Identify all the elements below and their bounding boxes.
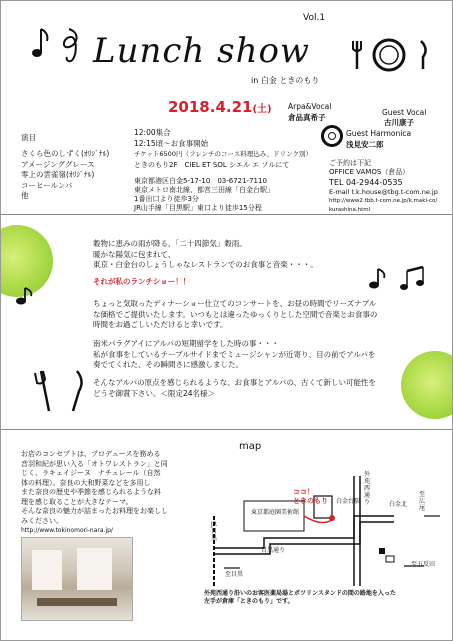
here-label: ココ！: [293, 488, 314, 496]
story-paragraph: [93, 339, 393, 371]
map-label-to-hiroo: 至広尾: [419, 491, 426, 512]
map-label-jr: JR目黒: [211, 521, 218, 542]
contact-tel: TEL 04-2944-0535: [329, 178, 403, 187]
schedule-line: 12:15頃～お食事開始: [134, 138, 209, 148]
concept-line: みください。: [21, 516, 63, 525]
green-plate-decoration: [401, 351, 453, 419]
closing-line: どうぞ御賞下さい。＜限定24名様＞: [93, 388, 216, 398]
venue-subtitle: in 白金 ときのもり: [251, 76, 320, 85]
harmonica-label: Guest Harmonica: [346, 129, 412, 138]
music-notes-icon: [29, 23, 87, 63]
concept-line: お店のコンセプトは、プロデュースを務める: [21, 450, 161, 458]
schedule: [134, 128, 324, 170]
section-divider: [1, 214, 452, 215]
contact-url-cont: kurashina.html: [329, 207, 371, 213]
music-notes-icon: [366, 263, 436, 297]
description-line: ちょっと気取ったディナーショー仕立てのコンサートを、お昼の時間でリーズナブル: [93, 299, 377, 308]
concept-line: また奈良の歴史や季節を感じられるような料: [21, 488, 161, 496]
page-title: Lunch show: [93, 31, 311, 71]
contact-email: E-mail t.k.house@tbg.t-com.ne.jp: [329, 188, 438, 196]
contact-info: [329, 159, 451, 215]
cutlery-icon: [351, 37, 446, 73]
story-line: 南米パラグアイにアルパの短期留学をした時の事・・・: [93, 339, 279, 348]
concept-line: そんな奈良の魅力が詰まったお料理をお楽しし: [21, 507, 168, 515]
map-label-museum: 東京都庭園美術館: [251, 509, 300, 516]
intro-line: 暖かな陽気に包まれて、: [93, 249, 176, 259]
intro-line: 穀物に恵みの雨が降る、「二十四節気」穀雨。: [93, 239, 247, 248]
section-divider: [1, 429, 452, 430]
map-label-gaien: 外苑西通り: [364, 471, 371, 506]
access-line: JR山手線「目黒駅」東口より徒歩15分程: [134, 204, 262, 212]
story-line: 奏でてくれた、その瞬間さに感激しました。: [93, 360, 243, 369]
intro-paragraph: [93, 239, 373, 271]
program-item: コーヒールンバ: [21, 180, 73, 190]
program-item: 他: [21, 191, 29, 200]
volume-label: Vol.1: [303, 13, 326, 23]
event-date: [168, 98, 272, 116]
program-item: 零上の雲雀嶺(ｵﾘｼﾞﾅﾙ): [21, 170, 95, 179]
restaurant-photo: [21, 537, 133, 621]
description-line: な価格でご提供いたします。いつもとは違ったゆっくりとした空間で音楽とお食事の: [93, 309, 378, 319]
closing-paragraph: [93, 378, 393, 399]
map-label-meguro-dori: 目黒通り: [261, 547, 286, 554]
map-note-line: 外苑西通り沿いのお客医薬局湯とポツリンスタンドの間の路地を入った: [204, 590, 396, 597]
restaurant-link[interactable]: http://www.tokinomori-nara.jp/: [21, 527, 113, 534]
map-note-line: 左手が倉庫「ときのもり」です。: [204, 598, 294, 605]
contact-url: http://www2.tbb.t-com.ne.jp/k.maki-co/: [329, 198, 438, 204]
closing-line: そんなアルパの原点を感じられるような、お食事とアルパの、古くて新しい可能性を: [93, 378, 377, 387]
contact-heading: ご予約は下記: [329, 159, 371, 167]
concept-line: 音羽和紀が思い入る「オトワレストラン」と同: [21, 459, 168, 468]
access-line: 東京メトロ南北線、都営三田線「白金台駅」: [134, 186, 274, 194]
schedule-line: ときのもり2F CIEL ET SOL シエル エ ソルにて: [134, 160, 290, 169]
weekday-label: (土): [252, 104, 272, 115]
vocal-label: Guest Vocal: [382, 108, 427, 117]
map-label-to-meguro: 至目黒: [225, 571, 244, 578]
harp-label: Arpa&Vocal: [288, 102, 332, 111]
schedule-line: チケット6500円（フレンチのコース料理込み、ドリンク別）: [134, 150, 312, 158]
harmonica-name: 浅見安二郎: [346, 140, 384, 149]
concept-line: 体の料理）。奈良の大和野菜などを多用し: [21, 478, 151, 487]
program-list: [21, 149, 109, 202]
music-note-icon: [15, 286, 43, 306]
map-heading: map: [239, 441, 262, 452]
map-label-shirokane-kita: 白金北: [389, 501, 408, 508]
program-item: アメージンググレース: [21, 159, 95, 169]
harp-name: 倉品真希子: [288, 113, 326, 122]
here-marker: [293, 488, 328, 506]
concept-line: 理を感じ取ることが大きなテーマ。: [21, 497, 133, 506]
concept-line: じく、ラキェイジーヌ ナチュレール（自然: [21, 469, 161, 477]
tagline: それが私のランチショー！！: [93, 277, 191, 286]
cutlery-icon: [31, 369, 91, 413]
program-heading: 演目: [21, 133, 36, 142]
access-line: 1番出口より徒歩3分: [134, 195, 199, 203]
map-note: [204, 590, 449, 606]
description-paragraph: [93, 299, 393, 331]
description-line: 時間をお過ごしいただけると幸いです。: [93, 320, 228, 329]
concept-paragraph: [21, 450, 201, 526]
intro-line: 東京・白金台のしょうしゃなレストランでのお食事と音楽・・・。: [93, 260, 318, 269]
access-info: [134, 177, 314, 213]
date-value: 2018.4.21: [168, 98, 253, 116]
access-line: 東京都港区白金5-17-10 03-6721-7110: [134, 177, 267, 185]
here-venue: ときのもり: [293, 497, 328, 505]
contact-office: OFFICE VAMOS（倉品）: [329, 168, 410, 176]
map-label-station: 白金台駅: [336, 498, 361, 505]
story-line: 私が食事をしているテーブルサイドまでミュージシャンが近寄り、目の前でアルパを: [93, 349, 376, 359]
vocal-name: 古川康子: [384, 118, 414, 127]
access-map: [204, 456, 444, 586]
map-label-to-gotanda: 至五反田: [411, 561, 436, 568]
program-item: さくら色のしずく(ｵﾘｼﾞﾅﾙ): [21, 149, 110, 158]
plate-icon: [321, 125, 343, 147]
schedule-line: 12:00集合: [134, 128, 171, 137]
